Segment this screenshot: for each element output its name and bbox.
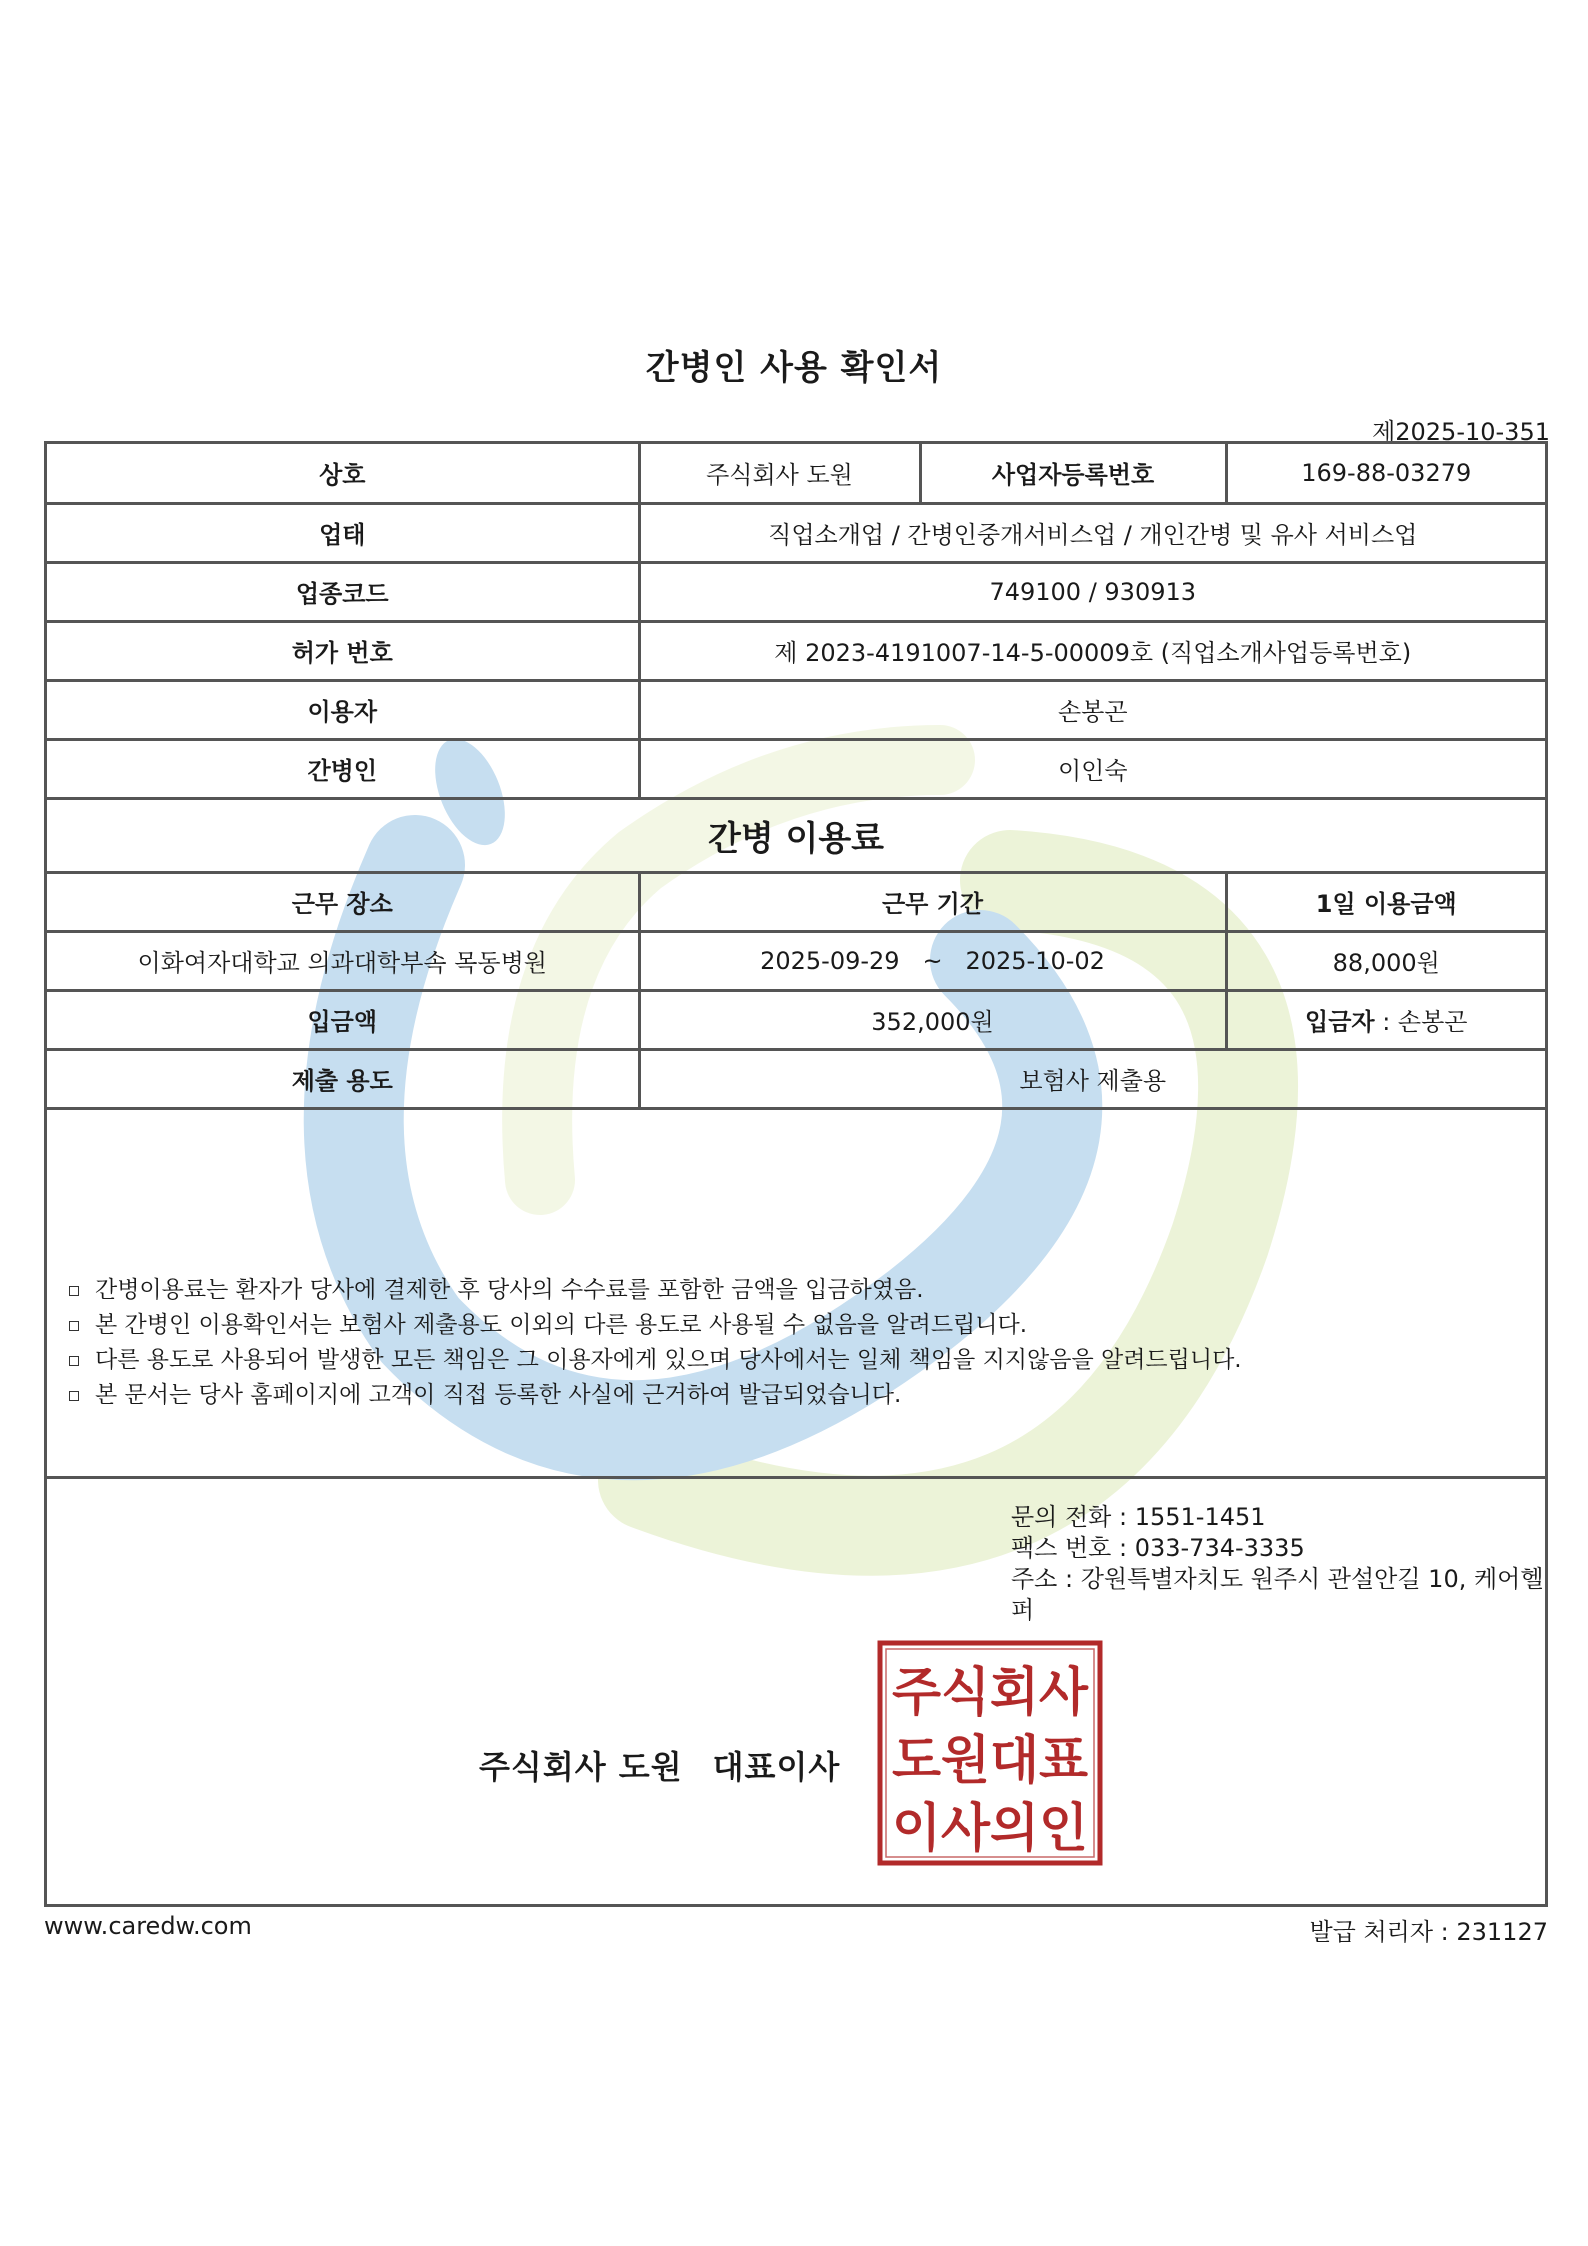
purpose-value: 보험사 제출용 [639, 1049, 1545, 1108]
license-number-label: 허가 번호 [47, 621, 639, 680]
note-text: 다른 용도로 사용되어 발생한 모든 책임은 그 이용자에게 있으며 당사에서는 일체 책임을 지지않음을 알려드립니다. [95, 1347, 1242, 1373]
contact-fax: 팩스 번호 : 033-734-3335 [1011, 1534, 1305, 1562]
depositor-label: 입금자 [1305, 1008, 1375, 1036]
website-url: www.caredw.com [44, 1912, 252, 1940]
company-name-label: 상호 [47, 444, 639, 503]
business-type-label: 업태 [47, 503, 639, 562]
list-item [69, 1273, 1242, 1308]
signer-block [479, 1742, 840, 1788]
table-row [47, 931, 1545, 990]
work-place-header: 근무 장소 [47, 872, 639, 931]
depositor-cell [1226, 990, 1545, 1049]
table-row [47, 621, 1545, 680]
contact-phone: 문의 전화 : 1551-1451 [1011, 1503, 1266, 1531]
depositor-value: : 손봉곤 [1374, 1008, 1468, 1036]
note-text: 본 간병인 이용확인서는 보험사 제출용도 이외의 다른 용도로 사용될 수 없음을 알려드립니다. [95, 1312, 1028, 1338]
notes-section [47, 1177, 1545, 1479]
document-title: 간병인 사용 확인서 [645, 348, 943, 388]
document-number: 제2025-10-351 [1372, 418, 1550, 446]
daily-amount-value: 88,000원 [1226, 931, 1545, 990]
work-place-value: 이화여자대학교 의과대학부속 목동병원 [47, 931, 639, 990]
seal-text-line: 주식회사 [892, 1663, 1089, 1723]
contact-info [1011, 1502, 1545, 1626]
user-value: 손봉곤 [639, 680, 1545, 739]
note-text: 간병이용료는 환자가 당사에 결제한 후 당사의 수수료를 포함한 금액을 입금하였음. [95, 1277, 924, 1303]
table-row [47, 680, 1545, 739]
purpose-label: 제출 용도 [47, 1049, 639, 1108]
info-table [47, 444, 1545, 1110]
company-seal-stamp [877, 1640, 1103, 1866]
business-type-value: 직업소개업 / 간병인중개서비스업 / 개인간병 및 유사 서비스업 [639, 503, 1545, 562]
fee-section-title: 간병 이용료 [47, 798, 1545, 872]
table-row [47, 872, 1545, 931]
table-row [47, 444, 1545, 503]
work-period-value: 2025-09-29 ~ 2025-10-02 [639, 931, 1226, 990]
list-item [69, 1378, 1242, 1413]
document-frame [44, 441, 1548, 1907]
square-bullet-icon [69, 1391, 79, 1401]
caregiver-label: 간병인 [47, 739, 639, 798]
table-row [47, 739, 1545, 798]
registration-number-label: 사업자등록번호 [920, 444, 1226, 503]
caregiver-value: 이인숙 [639, 739, 1545, 798]
list-item [69, 1343, 1242, 1378]
work-period-header: 근무 기간 [639, 872, 1226, 931]
license-number-value: 제 2023-4191007-14-5-00009호 (직업소개사업등록번호) [639, 621, 1545, 680]
table-row [47, 503, 1545, 562]
company-name-value: 주식회사 도원 [639, 444, 920, 503]
user-label: 이용자 [47, 680, 639, 739]
contact-address: 주소 : 강원특별자치도 원주시 관설안길 10, 케어헬퍼 [1011, 1565, 1544, 1624]
list-item [69, 1308, 1242, 1343]
signer-company: 주식회사 도원 [479, 1748, 683, 1786]
issuer-info: 발급 처리자 : 231127 [1309, 1918, 1548, 1946]
industry-code-label: 업종코드 [47, 562, 639, 621]
daily-amount-header: 1일 이용금액 [1226, 872, 1545, 931]
table-row [47, 990, 1545, 1049]
seal-text-line: 도원대표 [892, 1731, 1088, 1791]
table-row [47, 562, 1545, 621]
note-text: 본 문서는 당사 홈페이지에 고객이 직접 등록한 사실에 근거하여 발급되었습니다. [95, 1382, 902, 1408]
signer-role: 대표이사 [712, 1748, 841, 1786]
square-bullet-icon [69, 1286, 79, 1296]
table-row [47, 798, 1545, 872]
registration-number-value: 169-88-03279 [1226, 444, 1545, 503]
square-bullet-icon [69, 1321, 79, 1331]
square-bullet-icon [69, 1356, 79, 1366]
table-row [47, 1049, 1545, 1108]
industry-code-value: 749100 / 930913 [639, 562, 1545, 621]
deposit-label: 입금액 [47, 990, 639, 1049]
deposit-value: 352,000원 [639, 990, 1226, 1049]
seal-text-line: 이사의인 [892, 1799, 1088, 1859]
